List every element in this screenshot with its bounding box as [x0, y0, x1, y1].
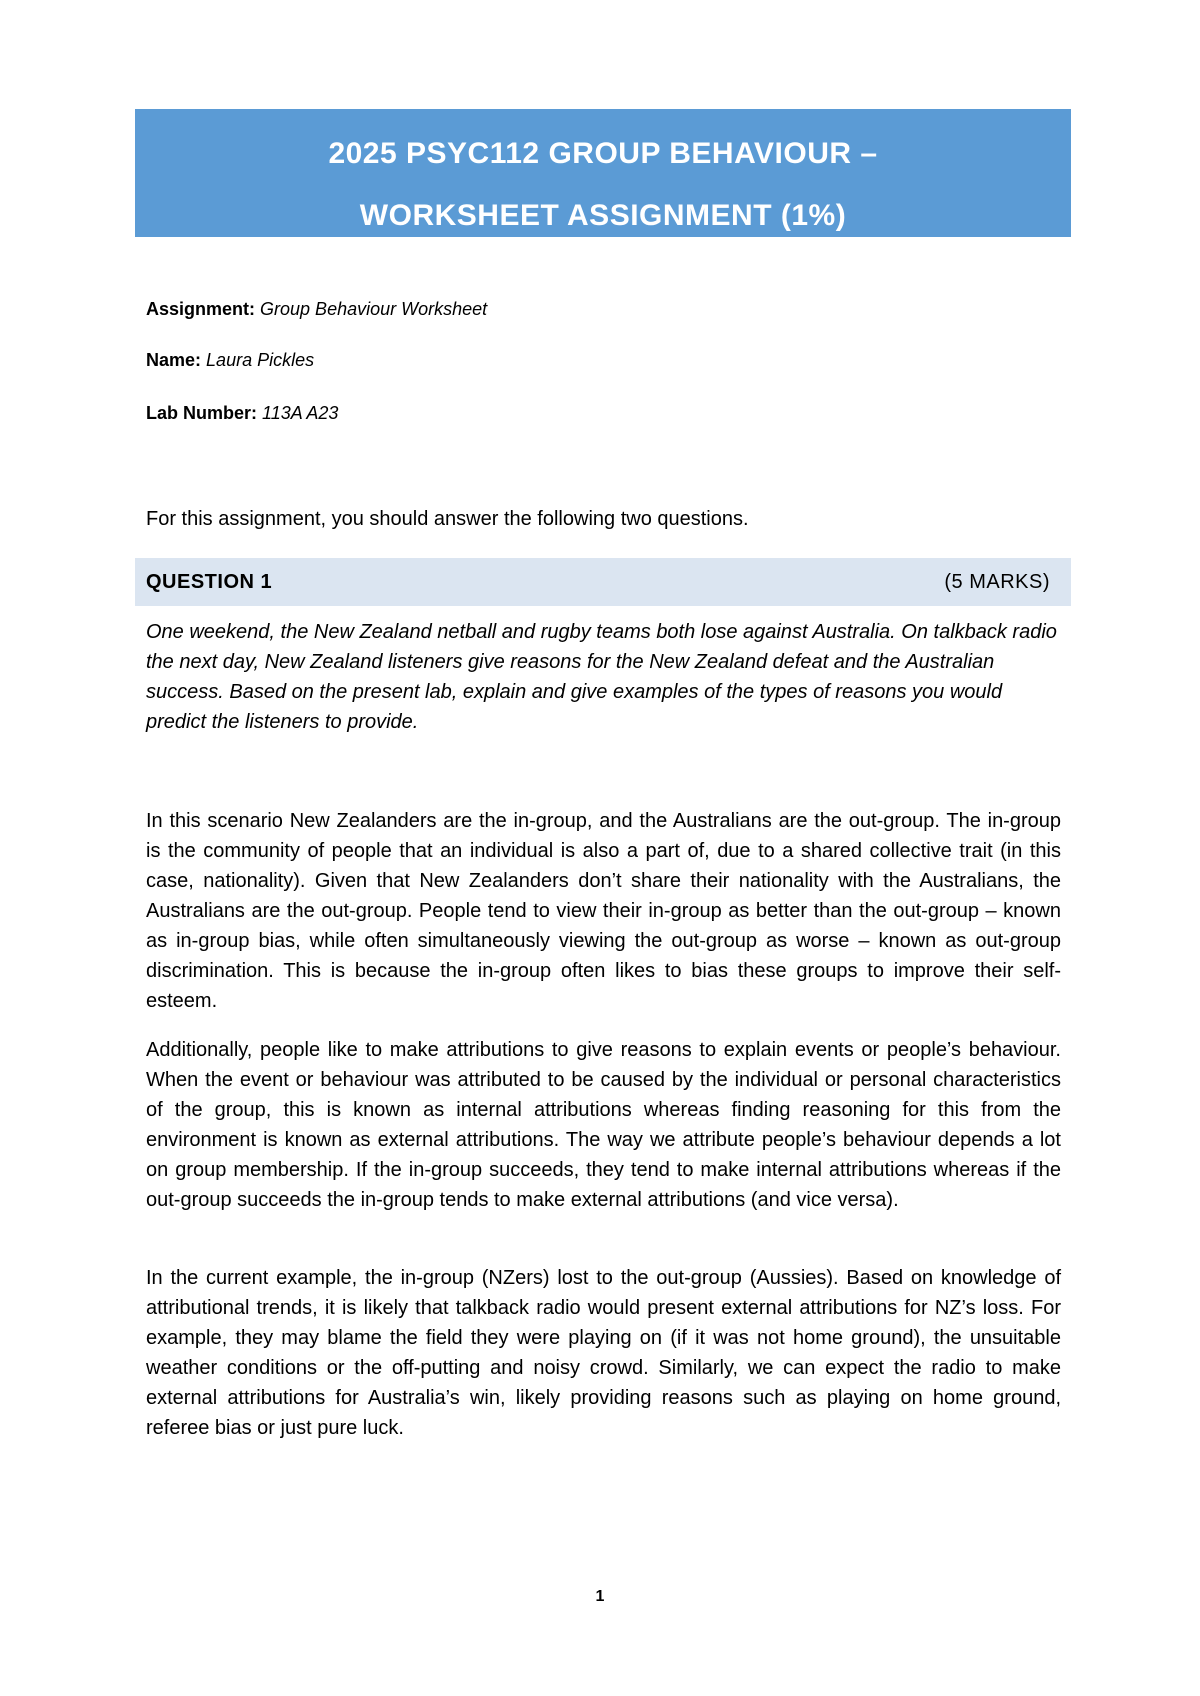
answer-paragraph-1: In this scenario New Zealanders are the in-group, and the Australians are the out-group. The in-group is the community of people that an individual is also a part of, due to a shared collective trait (in this case, nationality). Given that New Zealanders don’t share their nationality with the Australians, the Australians are the out-group. People tend to view their in-group as better than the out-group – known as in-group bias, while often simultaneously viewing the out-group as worse – known as out-group discrimination. This is because the in-group often likes to bias these groups to improve their self-esteem. [146, 810, 1061, 1012]
assignment-field [146, 299, 487, 320]
answer-paragraph-2: Additionally, people like to make attributions to give reasons to explain events or people’s behaviour. When the event or behaviour was attributed to be caused by the individual or personal characteristics of the group, this is known as internal attributions whereas finding reasoning for this from the environment is known as external attributions. The way we attribute people’s behaviour depends a lot on group membership. If the in-group succeeds, they tend to make internal attributions whereas if the out-group succeeds the in-group tends to make external attributions (and vice versa). [146, 1039, 1061, 1211]
title-banner [135, 109, 1071, 237]
question-1-marks: (5 MARKS) [944, 570, 1050, 593]
assignment-label: Assignment: [146, 299, 256, 319]
question-1-header [135, 558, 1071, 606]
name-value: Laura Pickles [206, 350, 315, 370]
lab-number-value: 113A A23 [262, 403, 339, 423]
name-field [146, 350, 314, 371]
title-line-2: WORKSHEET ASSIGNMENT (1%) [359, 199, 847, 232]
lab-number-label: Lab Number: [146, 403, 258, 423]
question-1-label: QUESTION 1 [146, 570, 273, 593]
lab-number-field [146, 403, 338, 424]
title-line-1: 2025 PSYC112 GROUP BEHAVIOUR – [328, 137, 878, 170]
assignment-value: Group Behaviour Worksheet [260, 299, 488, 319]
intro-text: For this assignment, you should answer the following two questions. [146, 508, 749, 530]
page-number: 1 [595, 1588, 605, 1605]
name-label: Name: [146, 350, 202, 370]
question-1-prompt: One weekend, the New Zealand netball and rugby teams both lose against Australia. On talkback radio the next day, New Zealand listeners give reasons for the New Zealand defeat and the Australian success. Based on the present lab, explain and give examples of the types of reasons you would predict the listeners to provide. [146, 621, 1057, 733]
answer-paragraph-3: In the current example, the in-group (NZers) lost to the out-group (Aussies). Based on knowledge of attributional trends, it is likely that talkback radio would present external attributions for NZ’s loss. For example, they may blame the field they were playing on (if it was not home ground), the unsuitable weather conditions or the off-putting and noisy crowd. Similarly, we can expect the radio to make external attributions for Australia’s win, likely providing reasons such as playing on home ground, referee bias or just pure luck. [146, 1267, 1061, 1439]
